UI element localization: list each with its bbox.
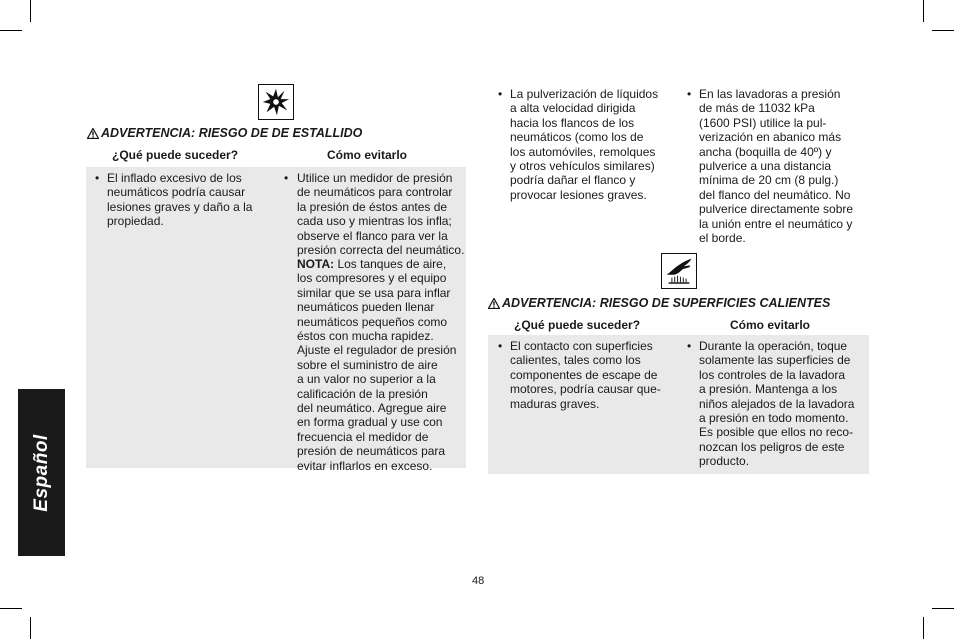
crop-mark (932, 608, 954, 609)
crop-mark (30, 0, 31, 22)
bullet: • (284, 171, 289, 185)
language-tab (18, 389, 65, 556)
bullet: • (687, 87, 692, 101)
hazard-how-text: Durante la operación, toque solamente las superficies de los controles de la lavadora a presión. Mantenga a los niños alejados de la lavadora a presión en todo momento. Es posible que ellos no reco- nozcan los peligros de este producto. (699, 339, 855, 469)
bullet: • (498, 339, 503, 353)
note-label: NOTA: (297, 257, 335, 271)
language-tab-label: Español (30, 433, 52, 512)
warning-title-text: ADVERTENCIA: RIESGO DE SUPERFICIES CALIENTES (502, 296, 831, 310)
note-text: NOTA: Los tanques de aire, los compresores y el equipo similar que se usa para inflar neumáticos pueden llenar neumáticos pequeños como éstos con mucha rapidez. Ajuste el regulador de presión sobre el suministro de aire a un valor no superior a la calificación de la presión del neumático. Agregue aire en forma gradual y use con frecuencia el medidor de presión de neumáticos para evitar inflarlos en exceso. (297, 257, 457, 473)
bullet: • (687, 339, 692, 353)
warning-title-hot (488, 296, 830, 310)
bullet: • (95, 171, 100, 185)
warning-triangle-icon (87, 128, 99, 139)
column-header-how: Cómo evitarlo (327, 148, 408, 162)
hazard-what-text: El inflado excesivo de los neumáticos podría causar lesiones graves y daño a la propiedad. (107, 171, 253, 229)
bullet: • (498, 87, 503, 101)
crop-mark (923, 0, 924, 22)
crop-mark (923, 617, 924, 639)
column-header-what: ¿Qué puede suceder? (112, 148, 239, 162)
crop-mark (0, 608, 22, 609)
hot-surface-hand-icon (661, 253, 697, 289)
spray-avoid-text: En las lavadoras a presión de más de 11032 kPa (1600 PSI) utilice la pul- verización en abanico más ancha (boquilla de 40º) y pulverice a una distancia mínima de 20 cm (8 pulg.) del flanco del neumático. No pulverice directamente sobre la unión entre el neumático y el borde. (699, 87, 854, 246)
spray-hazard-text: La pulverización de líquidos a alta velocidad dirigida hacia los flancos de los neumáticos (como los de los automóviles, remolques y otros vehículos similares) podría dañar el flanco y provocar lesiones graves. (510, 87, 659, 202)
explosion-icon (258, 84, 294, 120)
column-header-how: Cómo evitarlo (730, 318, 811, 332)
column-header-what: ¿Qué puede suceder? (514, 318, 641, 332)
warning-triangle-icon (488, 298, 500, 309)
warning-title-text: ADVERTENCIA: RIESGO DE DE ESTALLIDO (101, 126, 363, 140)
crop-mark (0, 30, 22, 31)
hazard-what-text: El contacto con superficies calientes, tales como los componentes de escape de motores, podría causar que- maduras graves. (510, 339, 661, 411)
page-number: 48 (472, 575, 485, 587)
hazard-how-text: Utilice un medidor de presión de neumáticos para controlar la presión de éstos antes de cada uso y mientras los infla; observe el flanco para ver la presión correcta del neumático. (297, 171, 465, 258)
warning-title-burst (87, 126, 362, 140)
crop-mark (932, 30, 954, 31)
crop-mark (30, 617, 31, 639)
